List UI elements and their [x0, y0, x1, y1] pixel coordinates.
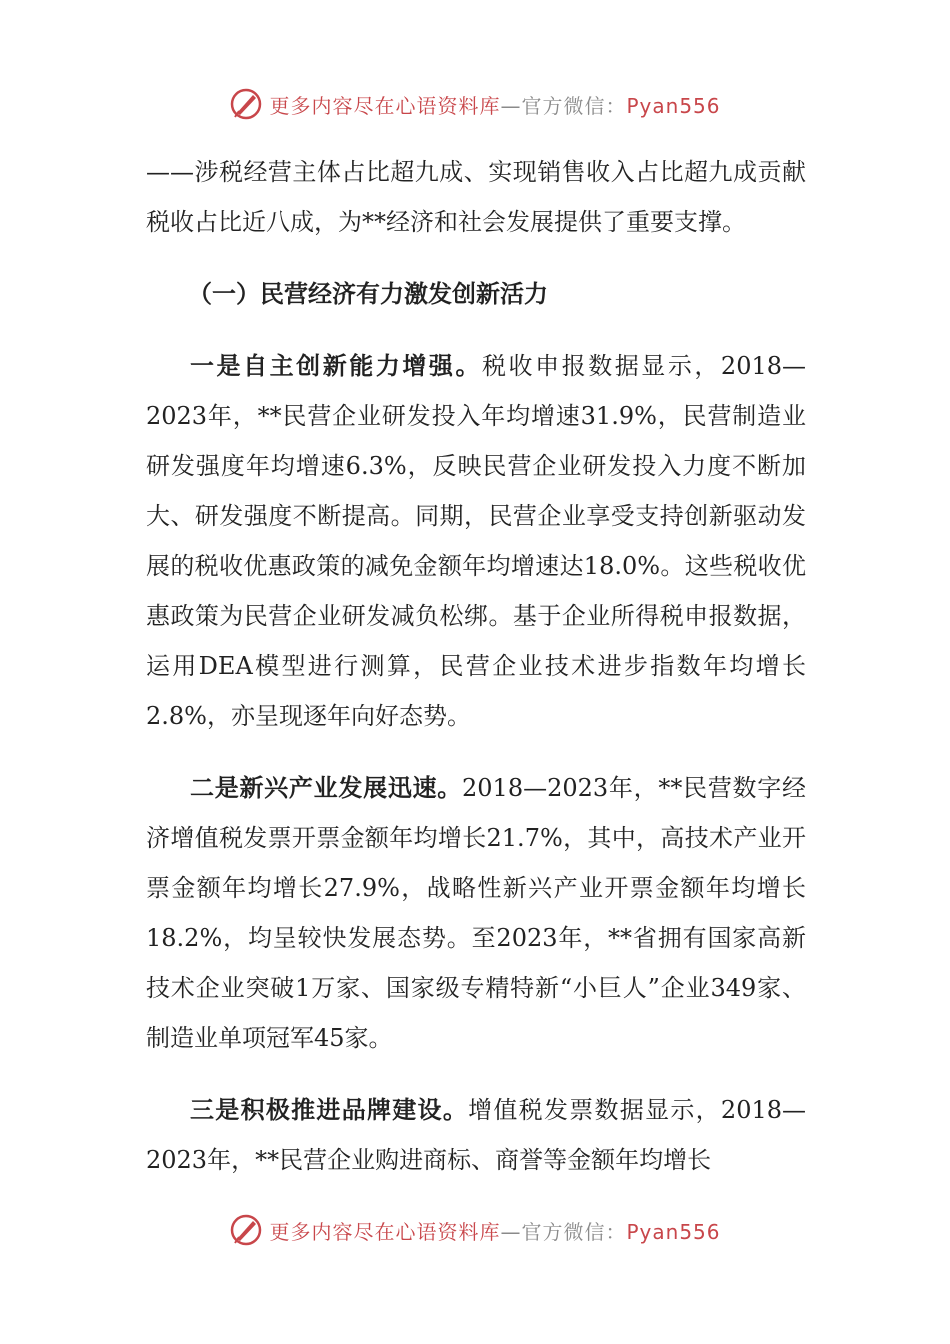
banner-wechat-id: Pyan556 — [626, 93, 721, 118]
paragraph-body: 税收申报数据显示，2018—2023年，**民营企业研发投入年均增速31.9%，民营制造业研发强度年均增速6.3%，反映民营企业研发投入力度不断加大、研发强度不断提高。同期，民营企业享受支持创新驱动发展的税收优惠政策的减免金额年均增速达18.0%。这些税收优惠政策为民营企业研发减负松绑。基于企业所得税申报数据，运用DEA模型进行测算，民营企业技术进步指数年均增长2.8%，亦呈现逐年向好态势。 — [146, 352, 807, 730]
banner-wechat-label: 官方微信： — [521, 1219, 627, 1244]
paragraph-lead: 一是自主创新能力增强。 — [190, 352, 483, 380]
banner-dash: — — [500, 1219, 522, 1244]
paragraph-lead: 二是新兴产业发展迅速。 — [190, 774, 463, 802]
banner-promo: 更多内容尽在心语资料库 — [269, 93, 501, 118]
paragraph-emerging-industries — [146, 763, 806, 1063]
document-body — [146, 147, 806, 1185]
intro-paragraph: ——涉税经营主体占比超九成、实现销售收入占比超九成贡献税收占比近八成，为**经济和社会发展提供了重要支撑。 — [146, 158, 806, 236]
paragraph-lead: 三是积极推进品牌建设。 — [190, 1096, 469, 1124]
header-banner — [0, 84, 950, 124]
banner-dash: — — [500, 93, 522, 118]
banner-text — [269, 90, 720, 119]
paragraph-body: 增值税发票数据显示，2018—2023年，**民营企业购进商标、商誉等金额年均增长 — [146, 1096, 807, 1174]
quill-logo-icon — [229, 1213, 263, 1247]
paragraph-innovation — [146, 341, 806, 741]
footer-banner — [0, 1210, 950, 1250]
banner-text — [269, 1216, 720, 1245]
banner-wechat-label: 官方微信： — [521, 93, 627, 118]
section-heading: （一）民营经济有力激发创新活力 — [188, 280, 548, 308]
paragraph-body: 2018—2023年，**民营数字经济增值税发票开票金额年均增长21.7%，其中，高技术产业开票金额年均增长27.9%，战略性新兴产业开票金额年均增长18.2%，均呈较快发展态势。至2023年，**省拥有国家高新技术企业突破1万家、国家级专精特新“小巨人”企业349家、制造业单项冠军45家。 — [146, 774, 807, 1052]
quill-logo-icon — [229, 87, 263, 121]
banner-promo: 更多内容尽在心语资料库 — [269, 1219, 501, 1244]
paragraph-brand-building — [146, 1085, 806, 1185]
banner-wechat-id: Pyan556 — [626, 1219, 721, 1244]
